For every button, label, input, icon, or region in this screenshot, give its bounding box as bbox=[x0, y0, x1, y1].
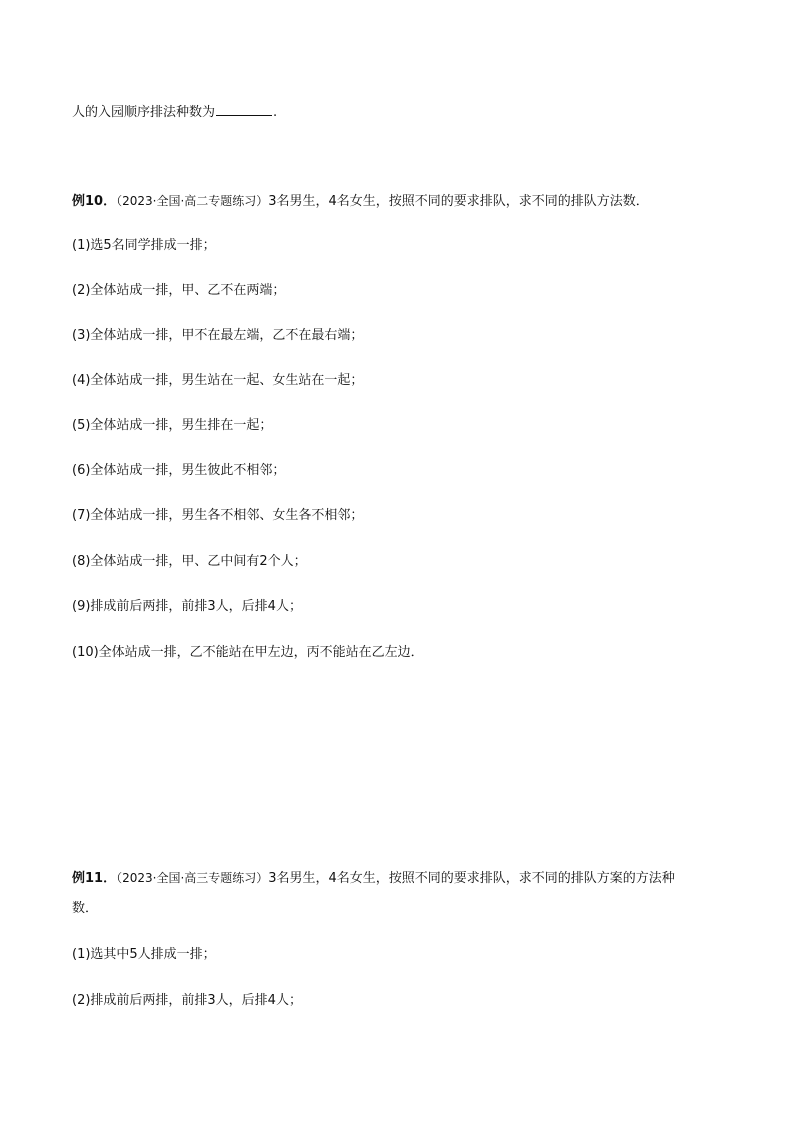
continued-question-line bbox=[72, 103, 277, 122]
continued-question-end: . bbox=[273, 105, 278, 120]
example-10-item: (5)全体站成一排，男生排在一起； bbox=[72, 418, 273, 433]
example-10-stem bbox=[72, 192, 649, 211]
example-11-item: (1)选其中5人排成一排； bbox=[72, 947, 216, 962]
example-10-item: (4)全体站成一排，男生站在一起、女生站在一起； bbox=[72, 373, 364, 388]
example-11-label: 例11． bbox=[72, 871, 117, 886]
example-10-item: (10)全体站成一排，乙不能站在甲左边，丙不能站在乙左边． bbox=[72, 645, 424, 660]
example-10-label: 例10． bbox=[72, 194, 117, 209]
continued-question-text: 人的入园顺序排法种数为 bbox=[72, 105, 216, 120]
example-10-text: 3名男生，4名女生，按照不同的要求排队，求不同的排队方法数． bbox=[268, 194, 649, 209]
example-11-item: (2)排成前后两排，前排3人，后排4人； bbox=[72, 993, 302, 1008]
example-10-item: (9)排成前后两排，前排3人，后排4人； bbox=[72, 599, 302, 614]
example-11-stem-continued: 数． bbox=[72, 901, 99, 916]
example-11-stem bbox=[72, 869, 675, 888]
example-10-item: (3)全体站成一排，甲不在最左端，乙不在最右端； bbox=[72, 328, 364, 343]
example-10-item: (6)全体站成一排，男生彼此不相邻； bbox=[72, 463, 286, 478]
example-10-item: (1)选5名同学排成一排； bbox=[72, 238, 216, 253]
example-10-item: (8)全体站成一排，甲、乙中间有2个人； bbox=[72, 554, 307, 569]
example-10-source: （2023·全国·高二专题练习） bbox=[116, 194, 269, 208]
answer-blank bbox=[216, 103, 272, 116]
example-11-source: （2023·全国·高三专题练习） bbox=[116, 871, 269, 885]
example-10-item: (7)全体站成一排，男生各不相邻、女生各不相邻； bbox=[72, 508, 364, 523]
example-10-item: (2)全体站成一排，甲、乙不在两端； bbox=[72, 283, 286, 298]
example-11-text: 3名男生，4名女生，按照不同的要求排队，求不同的排队方案的方法种 bbox=[268, 871, 675, 886]
